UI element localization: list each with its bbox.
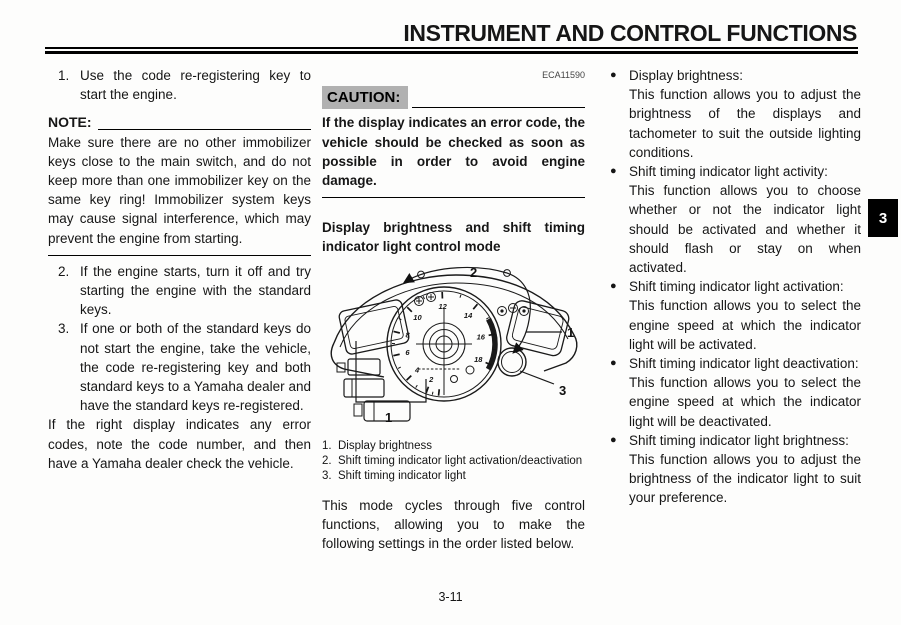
page-number: 3-11: [438, 590, 463, 604]
left-column: [48, 66, 311, 473]
note-label: NOTE:: [48, 114, 92, 131]
bullet-icon: ●: [610, 165, 617, 178]
dial-number: 8: [405, 330, 410, 340]
divider-rule: [48, 255, 311, 256]
caption-text: Shift timing indicator light activation/deactivation: [338, 454, 583, 467]
list-text: Use the code re-registering key to start the engine.: [80, 68, 311, 103]
chapter-tab: 3: [868, 199, 898, 237]
bullet-body: This function allows you to adjust the brightness of the displays and tachometer to suit the outside lighting conditions.: [629, 87, 861, 160]
bullet-icon: ●: [610, 357, 617, 370]
bullet-item: [610, 66, 861, 162]
caution-paragraph: If the display indicates an error code, the vehicle should be checked as soon as possible in order to avoid engine damage.: [322, 115, 585, 189]
caption-item: [322, 469, 585, 484]
list-text: If one or both of the standard keys do not start the engine, take the vehicle, the code re-registering key and both standard keys to a Yamaha dealer and have the standard keys re-registered.: [80, 321, 311, 414]
list-text: If the engine starts, turn it off and try starting the engine with the standard keys.: [80, 263, 311, 318]
bullet-icon: ●: [610, 69, 617, 81]
list-item: [55, 262, 311, 320]
bullet-body: This function allows you to choose whether or not the indicator light should be activated and whether it should flash or stay on when activated.: [629, 183, 861, 276]
dial-number: 6: [405, 347, 410, 357]
bullet-body: This function allows you to adjust the brightness of the indicator light to suit your preference.: [629, 452, 861, 506]
instrument-cluster-figure: [322, 265, 590, 437]
bullet-icon: ●: [610, 433, 617, 446]
bullet-body: This function allows you to select the engine speed at which the indicator light will be deactivated.: [629, 375, 861, 429]
caption-item: [322, 454, 585, 469]
callout-2-label: 2: [470, 264, 478, 280]
tachometer-dial: [387, 287, 501, 401]
note-paragraph: Make sure there are no other immobilizer keys close to the main switch, and do not keep more than one immobilizer key on the same key ring! Immobilizer system keys may cause signal interference, which may prevent the engine from starting.: [48, 134, 311, 246]
callout-1-right-label: 1: [567, 324, 575, 340]
caution-label: CAUTION:: [322, 86, 408, 109]
bullet-title: Shift timing indicator light activity:: [629, 164, 828, 180]
bullet-title: Shift timing indicator light brightness:: [629, 432, 849, 448]
bullet-title: Display brightness:: [629, 68, 744, 83]
doc-code: ECA11590: [542, 70, 585, 80]
caution-lead-line: [412, 107, 585, 108]
bullet-item: [610, 431, 861, 508]
list-item: [55, 319, 311, 415]
caption-text: Display brightness: [338, 439, 432, 452]
figure-caption-list: [322, 439, 585, 484]
header-rule: [45, 47, 858, 54]
dial-number: 4: [414, 365, 420, 375]
dial-number: 18: [474, 354, 483, 364]
dial-number: 2: [429, 374, 434, 384]
caption-item: [322, 439, 585, 454]
page-title: INSTRUMENT AND CONTROL FUNCTIONS: [403, 20, 857, 46]
note-lead-line: [98, 129, 311, 130]
bullet-body: This function allows you to select the engine speed at which the indicator light will be activated.: [629, 298, 861, 352]
middle-column: [322, 66, 585, 553]
bullet-item: [610, 162, 861, 277]
caption-text: Shift timing indicator light: [338, 469, 466, 482]
caution-heading: [322, 86, 585, 109]
bullet-title: Shift timing indicator light deactivation:: [629, 356, 859, 372]
dial-number: 14: [463, 310, 473, 320]
divider-rule: [322, 197, 585, 198]
list-number: 3.: [58, 321, 70, 337]
callout-3-label: 3: [559, 382, 567, 398]
list-item: [55, 66, 311, 104]
dial-number: 10: [413, 312, 422, 322]
caption-number: 2.: [322, 454, 332, 467]
list-number: 2.: [58, 263, 70, 279]
dial-number: 12: [438, 301, 447, 311]
callout-1-bottom-label: 1: [385, 409, 393, 425]
bullet-item: [610, 354, 861, 431]
right-column: [610, 66, 861, 508]
bullet-item: [610, 277, 861, 354]
closing-paragraph: If the right display indicates any error codes, note the code number, and then have a Yamaha dealer check the vehicle.: [48, 417, 311, 471]
bullet-icon: ●: [610, 280, 617, 293]
bullet-title: Shift timing indicator light activation:: [629, 279, 844, 295]
caption-number: 1.: [322, 439, 332, 452]
section-heading: Display brightness and shift timing indicator light control mode: [322, 220, 585, 255]
mode-paragraph: This mode cycles through five control functions, allowing you to make the following settings in the order listed below.: [322, 497, 585, 552]
list-number: 1.: [58, 68, 70, 83]
caption-number: 3.: [322, 469, 332, 482]
note-heading: [48, 113, 311, 132]
dial-number: 16: [476, 332, 485, 342]
